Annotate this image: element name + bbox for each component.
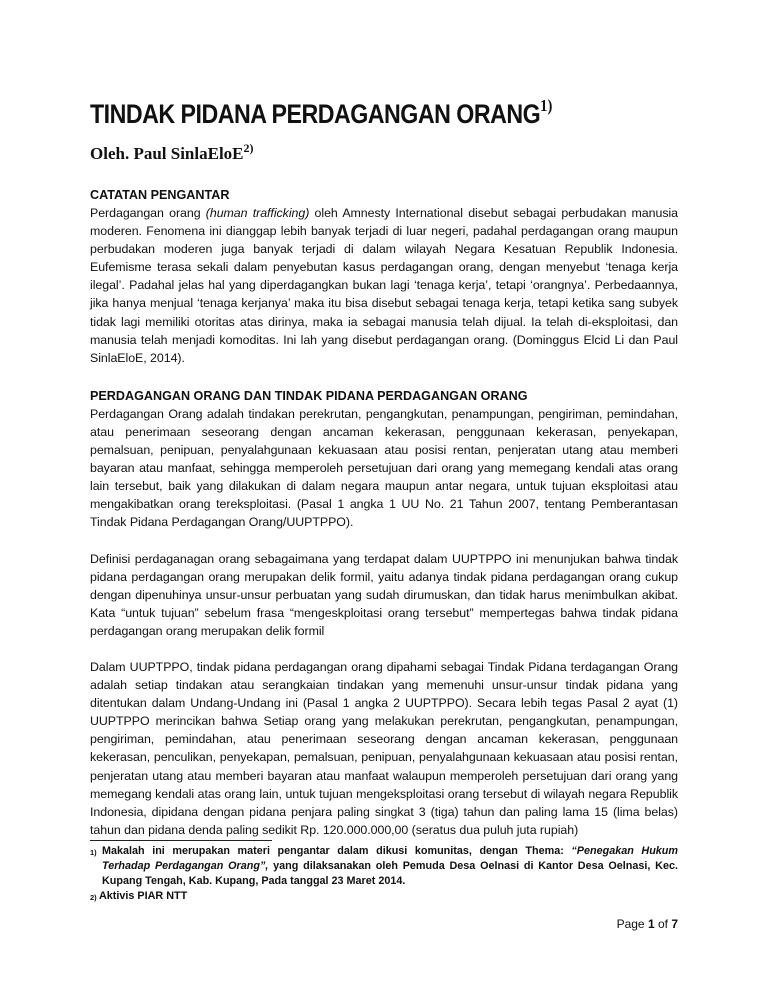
page-of-label: of bbox=[654, 917, 672, 931]
title-text: TINDAK PIDANA PERDAGANGAN ORANG bbox=[90, 99, 541, 129]
intro-paragraph bbox=[90, 204, 678, 367]
page-number bbox=[617, 917, 678, 931]
footnote-1-text bbox=[102, 844, 678, 889]
document-body bbox=[90, 90, 678, 839]
uuptppo-paragraph: Dalam UUPTPPO, tindak pidana perdagangan orang dipahami sebagai Tindak Pidana terdagangan Orang adalah setiap tindakan atau serangkaian tindakan yang memenuhi unsur-unsur tindak pidana yang ditentukan dalam Undang-Undang ini (Pasal 1 angka 2 UUPTPPO). Secara lebih tegas Pasal 2 ayat (1) UUPTPPO merincikan bahwa Setiap orang yang melakukan perekrutan, pengangkutan, penampungan, pengiriman, pemindahan, atau penerimaan seseorang dengan ancaman kekerasan, penggunaan kekerasan, penculikan, penyekapan, pemalsuan, penipuan, penyalahgunaan kekuasaan atau posisi rentan, penjeratan utang atau memberi bayaran atau manfaat walaupun memperoleh persetujuan dari orang yang memegang kendali atas orang lain, untuk tujuan mengeksploitasi orang tersebut di wilayah negara Republik Indonesia, dipidana dengan pidana penjara paling singkat 3 (tiga) tahun dan paling lama 15 (lima belas) tahun dan pidana denda paling sedikit Rp. 120.000.000,00 (seratus dua puluh juta rupiah) bbox=[90, 659, 678, 837]
author-line bbox=[90, 138, 678, 164]
title-footnote-mark: 1) bbox=[540, 96, 553, 115]
page-current: 1 bbox=[647, 917, 655, 931]
definition-paragraph: Perdagangan Orang adalah tindakan perekrutan, pengangkutan, penampungan, pengiriman, pemindahan, atau penerimaan seseorang dengan ancaman kekerasan, penggunaan kekerasan, penyekapan, pemalsuan, penipuan, penyalahgunaan kekuasaan atau posisi rentan, penjeratan utang atau memberi bayaran atau manfaat, sehingga memperoleh persetujuan dari orang yang memegang kendali atas orang lain tersebut, baik yang dilakukan di dalam negara maupun antar negara, untuk tujuan eksploitasi atau mengakibatkan orang tereksploitasi. (Pasal 1 angka 1 UU No. 21 Tahun 2007, tentang Pemberantasan Tindak Pidana Perdagangan Orang/UUPTPPO). bbox=[90, 406, 678, 530]
footnote-1-mark: 1) bbox=[90, 848, 97, 857]
main-heading: PERDAGANGAN ORANG DAN TINDAK PIDANA PERDAGANGAN ORANG bbox=[90, 388, 528, 403]
footnote-1-text-start: Makalah ini merupakan materi pengantar dalam dikusi komunitas, dengan Thema: bbox=[102, 845, 572, 857]
intro-text-start: Perdagangan orang bbox=[90, 206, 206, 220]
intro-text-rest: oleh Amnesty International disebut sebagai perbudakan manusia moderen. Fenomena ini dianggap lebih banyak terjadi di luar negeri, padahal perdagangan orang maupun perbudakan moderen juga banyak terjadi di dalam wilayah Negara Kesatuan Republik Indonesia. Eufemisme terasa sekali dalam penyebutan kasus perdagangan orang, dengan menyebut ‘tenaga kerja ilegal’. Padahal jelas hal yang diperdagangkan bukan lagi ‘tenaga kerja’, tetapi ‘orangnya’. Perbedaannya, jika hanya menjual ‘tenaga kerjanya’ maka itu bisa disebut sebagai tenaga kerja, tetapi ketika sang subyek tidak lagi memiliki otoritas atas dirinya, maka ia sebagai manusia telah dijual. Ia telah di-eksploitasi, dan manusia telah menjadi komoditas. Ini lah yang disebut perdagangan orang. (Dominggus Elcid Li dan Paul SinlaEloE, 2014). bbox=[90, 206, 679, 365]
document-title bbox=[90, 90, 596, 130]
page-total: 7 bbox=[671, 917, 678, 931]
intro-heading: CATATAN PENGANTAR bbox=[90, 188, 230, 202]
footnote-2-text: Aktivis PIAR NTT bbox=[99, 890, 188, 902]
footnote-divider bbox=[90, 840, 272, 841]
author-text: Oleh. Paul SinlaEloE bbox=[90, 144, 244, 163]
footnotes bbox=[90, 844, 678, 905]
footnote-1-theme: “Penegakan Hukum Terhadap Perdagangan Orang”, bbox=[102, 845, 678, 872]
footnote-2-mark: 2) bbox=[90, 893, 97, 902]
author-footnote-mark: 2) bbox=[243, 141, 254, 155]
footnote-1-text-rest: yang dilaksanakan oleh Pemuda Desa Oelnasi di Kantor Desa Oelnasi, Kec. Kupang Tengah, Kab. Kupang, Pada tanggal 23 Maret 2014. bbox=[102, 860, 678, 887]
page-label: Page bbox=[616, 917, 648, 931]
footnote-2 bbox=[90, 889, 678, 905]
footnote-1 bbox=[90, 844, 678, 889]
delik-formil-paragraph: Definisi perdaganagan orang sebagaimana yang terdapat dalam UUPTPPO ini menunjukan bahwa tindak pidana perdagangan orang merupakan delik formil, yaitu adanya tindak pidana perdagangan orang cukup dengan dipenuhinya unsur-unsur perbuatan yang sudah dirumuskan, dan tidak harus menimbulkan akibat. Kata “untuk tujuan” sebelum frasa “mengeskploitasi orang tersebut” mempertegas bahwa tindak pidana perdagangan orang merupakan delik formil bbox=[90, 551, 678, 638]
intro-italic-term: (human trafficking) bbox=[205, 206, 310, 220]
